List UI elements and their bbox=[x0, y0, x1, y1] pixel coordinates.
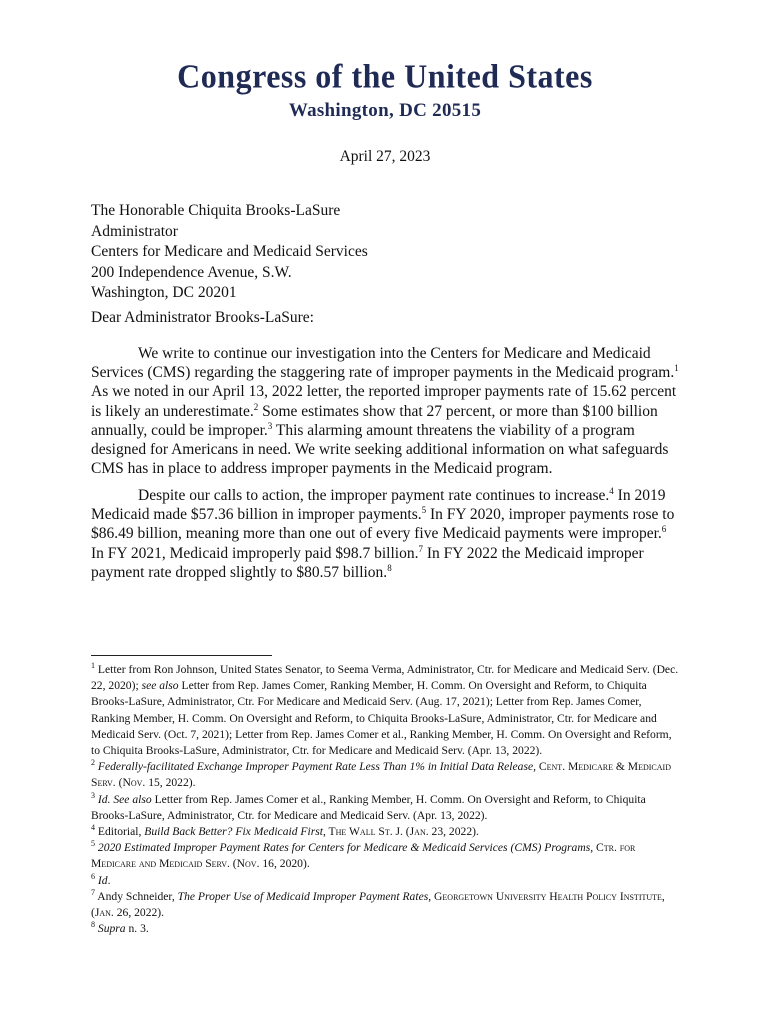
footnote-text: , Cent. Medicare & Medicaid Serv. (Nov. 15, 2022). bbox=[91, 760, 671, 790]
footnote-7 bbox=[91, 889, 681, 921]
footnote-italic: Id bbox=[97, 873, 108, 887]
footnote-italic: Build Back Better? Fix Medicaid First bbox=[144, 825, 323, 839]
sentence: We write to continue our investigation into the Centers for Medicare and Medicaid Services (CMS) regarding the staggering rate of improper payments in the Medicaid program. bbox=[91, 345, 675, 382]
footnote-italic: Id. See also bbox=[97, 792, 152, 806]
footnote-italic: see also bbox=[141, 679, 179, 693]
footnote-5 bbox=[91, 840, 681, 872]
footnote-ref: 1 bbox=[674, 363, 679, 374]
recipient-line: Administrator bbox=[91, 222, 178, 240]
recipient-line: Washington, DC 20201 bbox=[91, 284, 237, 301]
footnote-italic: Supra bbox=[97, 922, 126, 936]
footnote-text: n. 3. bbox=[125, 922, 149, 936]
sentence: Despite our calls to action, the improper payment rate continues to increase. bbox=[138, 487, 610, 504]
footnote-1 bbox=[91, 662, 681, 759]
body-paragraph-1 bbox=[91, 344, 681, 478]
footnote-6 bbox=[91, 873, 681, 889]
footnote-divider bbox=[91, 655, 272, 656]
footnote-2 bbox=[91, 759, 681, 791]
footnote-ref: 8 bbox=[387, 562, 392, 573]
footnote-number: 3 bbox=[91, 790, 95, 800]
recipient-line: The Honorable Chiquita Brooks-LaSure bbox=[91, 202, 341, 219]
sentence: In FY 2022 the Medicaid improper payment rate dropped slightly to $80.57 billion. bbox=[91, 544, 644, 581]
footnote-ref: 6 bbox=[661, 524, 667, 535]
footnote-italic: 2020 Estimated Improper Payment Rates for Centers for Medicare & Medicaid Services (CMS) Programs bbox=[97, 841, 591, 855]
footnote-number: 2 bbox=[91, 758, 95, 768]
footnote-text: Letter from Ron Johnson, United States Senator, to Seema Verma, Administrator, Ctr. for Medicare and Medicaid Serv. (Dec. 22, 2020); bbox=[91, 663, 679, 693]
footnote-text: Editorial, bbox=[95, 825, 145, 839]
footnote-number: 1 bbox=[91, 661, 95, 671]
footnote-text: , The Wall St. J. (Jan. 23, 2022). bbox=[322, 825, 479, 839]
footnote-text: , Ctr. for Medicare and Medicaid Serv. (Nov. 16, 2020). bbox=[91, 841, 636, 871]
footnote-ref: 4 bbox=[609, 485, 614, 496]
sentence: In 2019 Medicaid made $57.36 billion in improper payments. bbox=[91, 487, 666, 524]
sentence: As we noted in our April 13, 2022 letter, the reported improper payments rate of 15.62 percent is likely an underestimate. bbox=[91, 383, 677, 420]
sentence: This alarming amount threatens the viability of a program designed for Americans in need. We write seeking additional information on what safeguards CMS has in place to address improper payments in the Medicaid program. bbox=[91, 421, 669, 478]
letterhead-subtitle: Washington, DC 20515 bbox=[288, 100, 482, 121]
footnote-ref: 5 bbox=[421, 505, 427, 516]
footnote-italic: The Proper Use of Medicaid Improper Payment Rates bbox=[177, 889, 429, 903]
footnote-ref: 3 bbox=[267, 420, 273, 431]
sentence: In FY 2020, improper payments rose to $86.49 billion, meaning more than one out of every five Medicaid payments were improper. bbox=[91, 506, 675, 543]
footnote-number: 4 bbox=[91, 823, 95, 833]
recipient-line: 200 Independence Avenue, S.W. bbox=[91, 263, 292, 281]
footnote-8 bbox=[91, 921, 681, 937]
footnote-text: Letter from Rep. James Comer, Ranking Member, H. Comm. On Oversight and Reform, to Chiquita Brooks-LaSure, Administrator, Ctr. For Medicare and Medicaid Serv. (Aug. 17, 2021); Letter from Rep. James Comer, Ranking Member, H. Comm. On Oversight and Reform, to Chiquita Brooks-LaSure, Administrator, Ctr. for Medicare and Medicaid Serv. (Oct. 7, 2021); Letter from Rep. James Comer et al., Ranking Member, H. Comm. On Oversight and Reform, to Chiquita Brooks-LaSure, Administrator, Ctr. for Medicare and Medicaid Serv. (Apr. 13, 2022). bbox=[91, 679, 672, 758]
footnote-text: . bbox=[107, 873, 111, 887]
footnote-ref: 7 bbox=[418, 543, 423, 554]
letterhead-title: Congress of the United States bbox=[177, 57, 593, 95]
letter-date: April 27, 2023 bbox=[339, 148, 431, 165]
recipient-address bbox=[91, 201, 368, 304]
footnote-number: 5 bbox=[91, 839, 95, 849]
body-paragraph-2 bbox=[91, 486, 681, 582]
sentence: In FY 2021, Medicaid improperly paid $98.7 billion. bbox=[91, 544, 419, 562]
footnote-number: 6 bbox=[91, 871, 95, 881]
footnote-text: Andy Schneider, bbox=[95, 889, 178, 903]
recipient-line: Centers for Medicare and Medicaid Services bbox=[91, 243, 368, 260]
salutation: Dear Administrator Brooks-LaSure: bbox=[91, 309, 314, 326]
footnote-4 bbox=[91, 824, 681, 840]
footnote-text: , Georgetown University Health Policy Institute, (Jan. 26, 2022). bbox=[91, 889, 665, 920]
footnote-text: Letter from Rep. James Comer et al., Ranking Member, H. Comm. On Oversight and Reform, to Chiquita Brooks-LaSure, Administrator, Ctr. for Medicare and Medicaid Serv. (Apr. 13, 2022). bbox=[91, 792, 646, 822]
sentence: Some estimates show that 27 percent, or more than $100 billion annually, could be improper. bbox=[91, 402, 658, 439]
footnotes bbox=[91, 662, 681, 937]
footnote-italic: Federally-facilitated Exchange Improper Payment Rate Less Than 1% in Initial Data Release bbox=[97, 760, 534, 774]
footnote-ref: 2 bbox=[253, 401, 259, 412]
footnote-number: 8 bbox=[91, 920, 95, 930]
footnote-number: 7 bbox=[91, 887, 95, 897]
footnote-3 bbox=[91, 792, 681, 824]
